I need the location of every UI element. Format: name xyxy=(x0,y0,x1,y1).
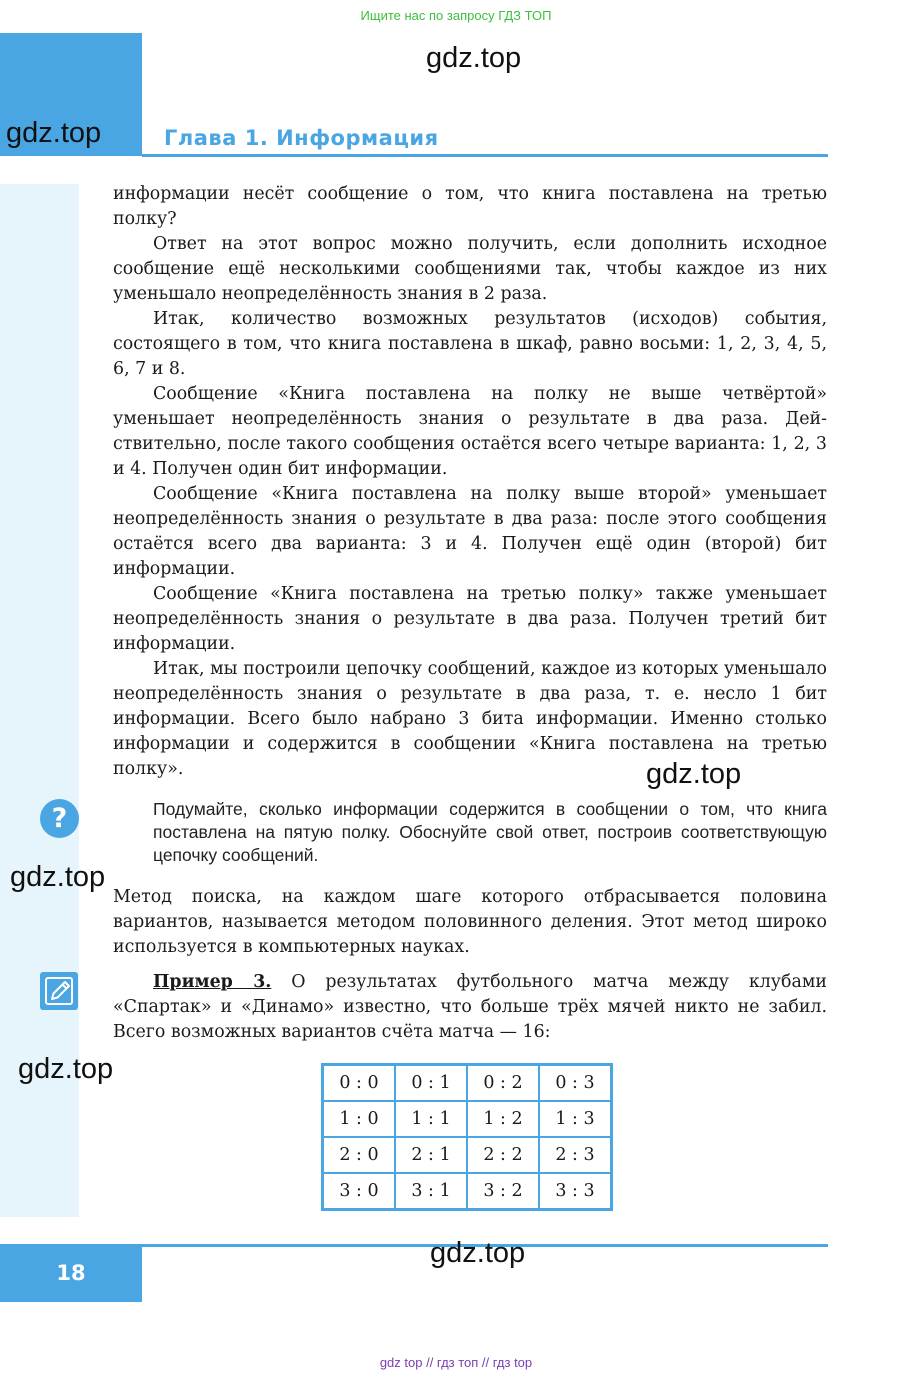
watermark: gdz.top xyxy=(6,117,102,149)
table-cell: 0 : 3 xyxy=(539,1065,612,1102)
paragraph: Сообщение «Книга поставлена на третью полку» также уменьшает неопределённость знания о результате в два раза. Получен третий бит информации. xyxy=(113,584,827,654)
table-cell: 0 : 1 xyxy=(395,1065,467,1102)
watermark: gdz.top xyxy=(18,1053,114,1085)
example-paragraph xyxy=(113,970,827,1045)
watermark: gdz.top xyxy=(646,758,742,790)
paragraph: Итак, количество возможных результатов (исходов) события, состоящего в том, что книга поставлена в шкаф, равно восьми: 1, 2, 3, 4, 5, 6, 7 и 8. xyxy=(113,309,827,379)
method-text xyxy=(113,885,827,960)
paragraph: Сообщение «Книга поставлена на полку не выше четвёртой» уменьшает неопределённость знания о результате в два раза. Действительно, после такого сообщения остаётся всего четыре варианта: 1, 2, 3 и 4. Получен один бит информации. xyxy=(113,384,827,479)
example-block xyxy=(113,970,827,1045)
paragraph: Итак, мы построили цепочку сообщений, каждое из которых уменьшало неопределённость знания о результате в два раза, т. е. несло 1 бит информации. Всего было набрано 3 бита информации. Именно столько информации и содержится в сообщении «Книга поставлена на третью полку». xyxy=(113,659,827,779)
table-cell: 1 : 1 xyxy=(395,1101,467,1137)
chapter-title: Глава 1. Информация xyxy=(164,126,439,150)
question-block: Подумайте, сколько информации содержится в сообщении о том, что книга поставлена на пятую полку. Обоснуйте свой ответ, построив соответствующую цепочку сообщений. xyxy=(153,799,827,865)
table-row xyxy=(323,1065,612,1102)
watermark: gdz.top xyxy=(430,1237,526,1269)
table-cell: 2 : 3 xyxy=(539,1137,612,1173)
table-cell: 2 : 1 xyxy=(395,1137,467,1173)
table-cell: 2 : 0 xyxy=(323,1137,396,1173)
watermark: gdz.top xyxy=(10,861,106,893)
paragraph: Метод поиска, на каждом шаге которого отбрасывается половина вариантов, называется методом половинного деления. Этот метод широко используется в компьютерных науках. xyxy=(113,887,827,957)
table-row xyxy=(323,1101,612,1137)
page-number: 18 xyxy=(0,1244,142,1302)
example-label: Пример 3. xyxy=(153,972,272,992)
table-cell: 0 : 0 xyxy=(323,1065,396,1102)
main-text xyxy=(113,182,827,782)
table-cell: 1 : 3 xyxy=(539,1101,612,1137)
table-cell: 2 : 2 xyxy=(467,1137,539,1173)
paragraph: Ответ на этот вопрос можно получить, если дополнить исходное сообщение ещё несколькими сообщениями так, чтобы каждое из них уменьшало неопределённость знания в 2 раза. xyxy=(113,234,827,304)
table-cell: 1 : 0 xyxy=(323,1101,396,1137)
table-cell: 0 : 2 xyxy=(467,1065,539,1102)
pencil-icon xyxy=(40,972,78,1010)
paragraph: Сообщение «Книга поставлена на полку выше второй» уменьшает неопределённость знания о результате в два раза: после этого сообщения остаётся всего два варианта: 3 и 4. Получен ещё один (второй) бит информации. xyxy=(113,484,827,579)
top-search-link[interactable]: Ищите нас по запросу ГДЗ ТОП xyxy=(360,8,552,23)
table-cell: 3 : 3 xyxy=(539,1173,612,1210)
table-cell: 3 : 2 xyxy=(467,1173,539,1210)
header-divider xyxy=(142,154,828,157)
table-row xyxy=(323,1137,612,1173)
footer-links[interactable]: gdz top // гдз топ // гдз top xyxy=(379,1355,533,1370)
score-table xyxy=(321,1063,613,1211)
table-cell: 3 : 1 xyxy=(395,1173,467,1210)
watermark: gdz.top xyxy=(426,42,522,74)
paragraph: информации несёт сообщение о том, что книга поставлена на третью полку? xyxy=(113,184,827,229)
question-circle-icon: ? xyxy=(40,799,79,838)
example-text: О результатах футбольного матча между клубами «Спартак» и «Динамо» известно, что больше трёх мячей никто не забил. Всего возможных вариантов счёта матча — 16: xyxy=(113,972,827,1042)
table-cell: 3 : 0 xyxy=(323,1173,396,1210)
table-cell: 1 : 2 xyxy=(467,1101,539,1137)
table-row xyxy=(323,1173,612,1210)
